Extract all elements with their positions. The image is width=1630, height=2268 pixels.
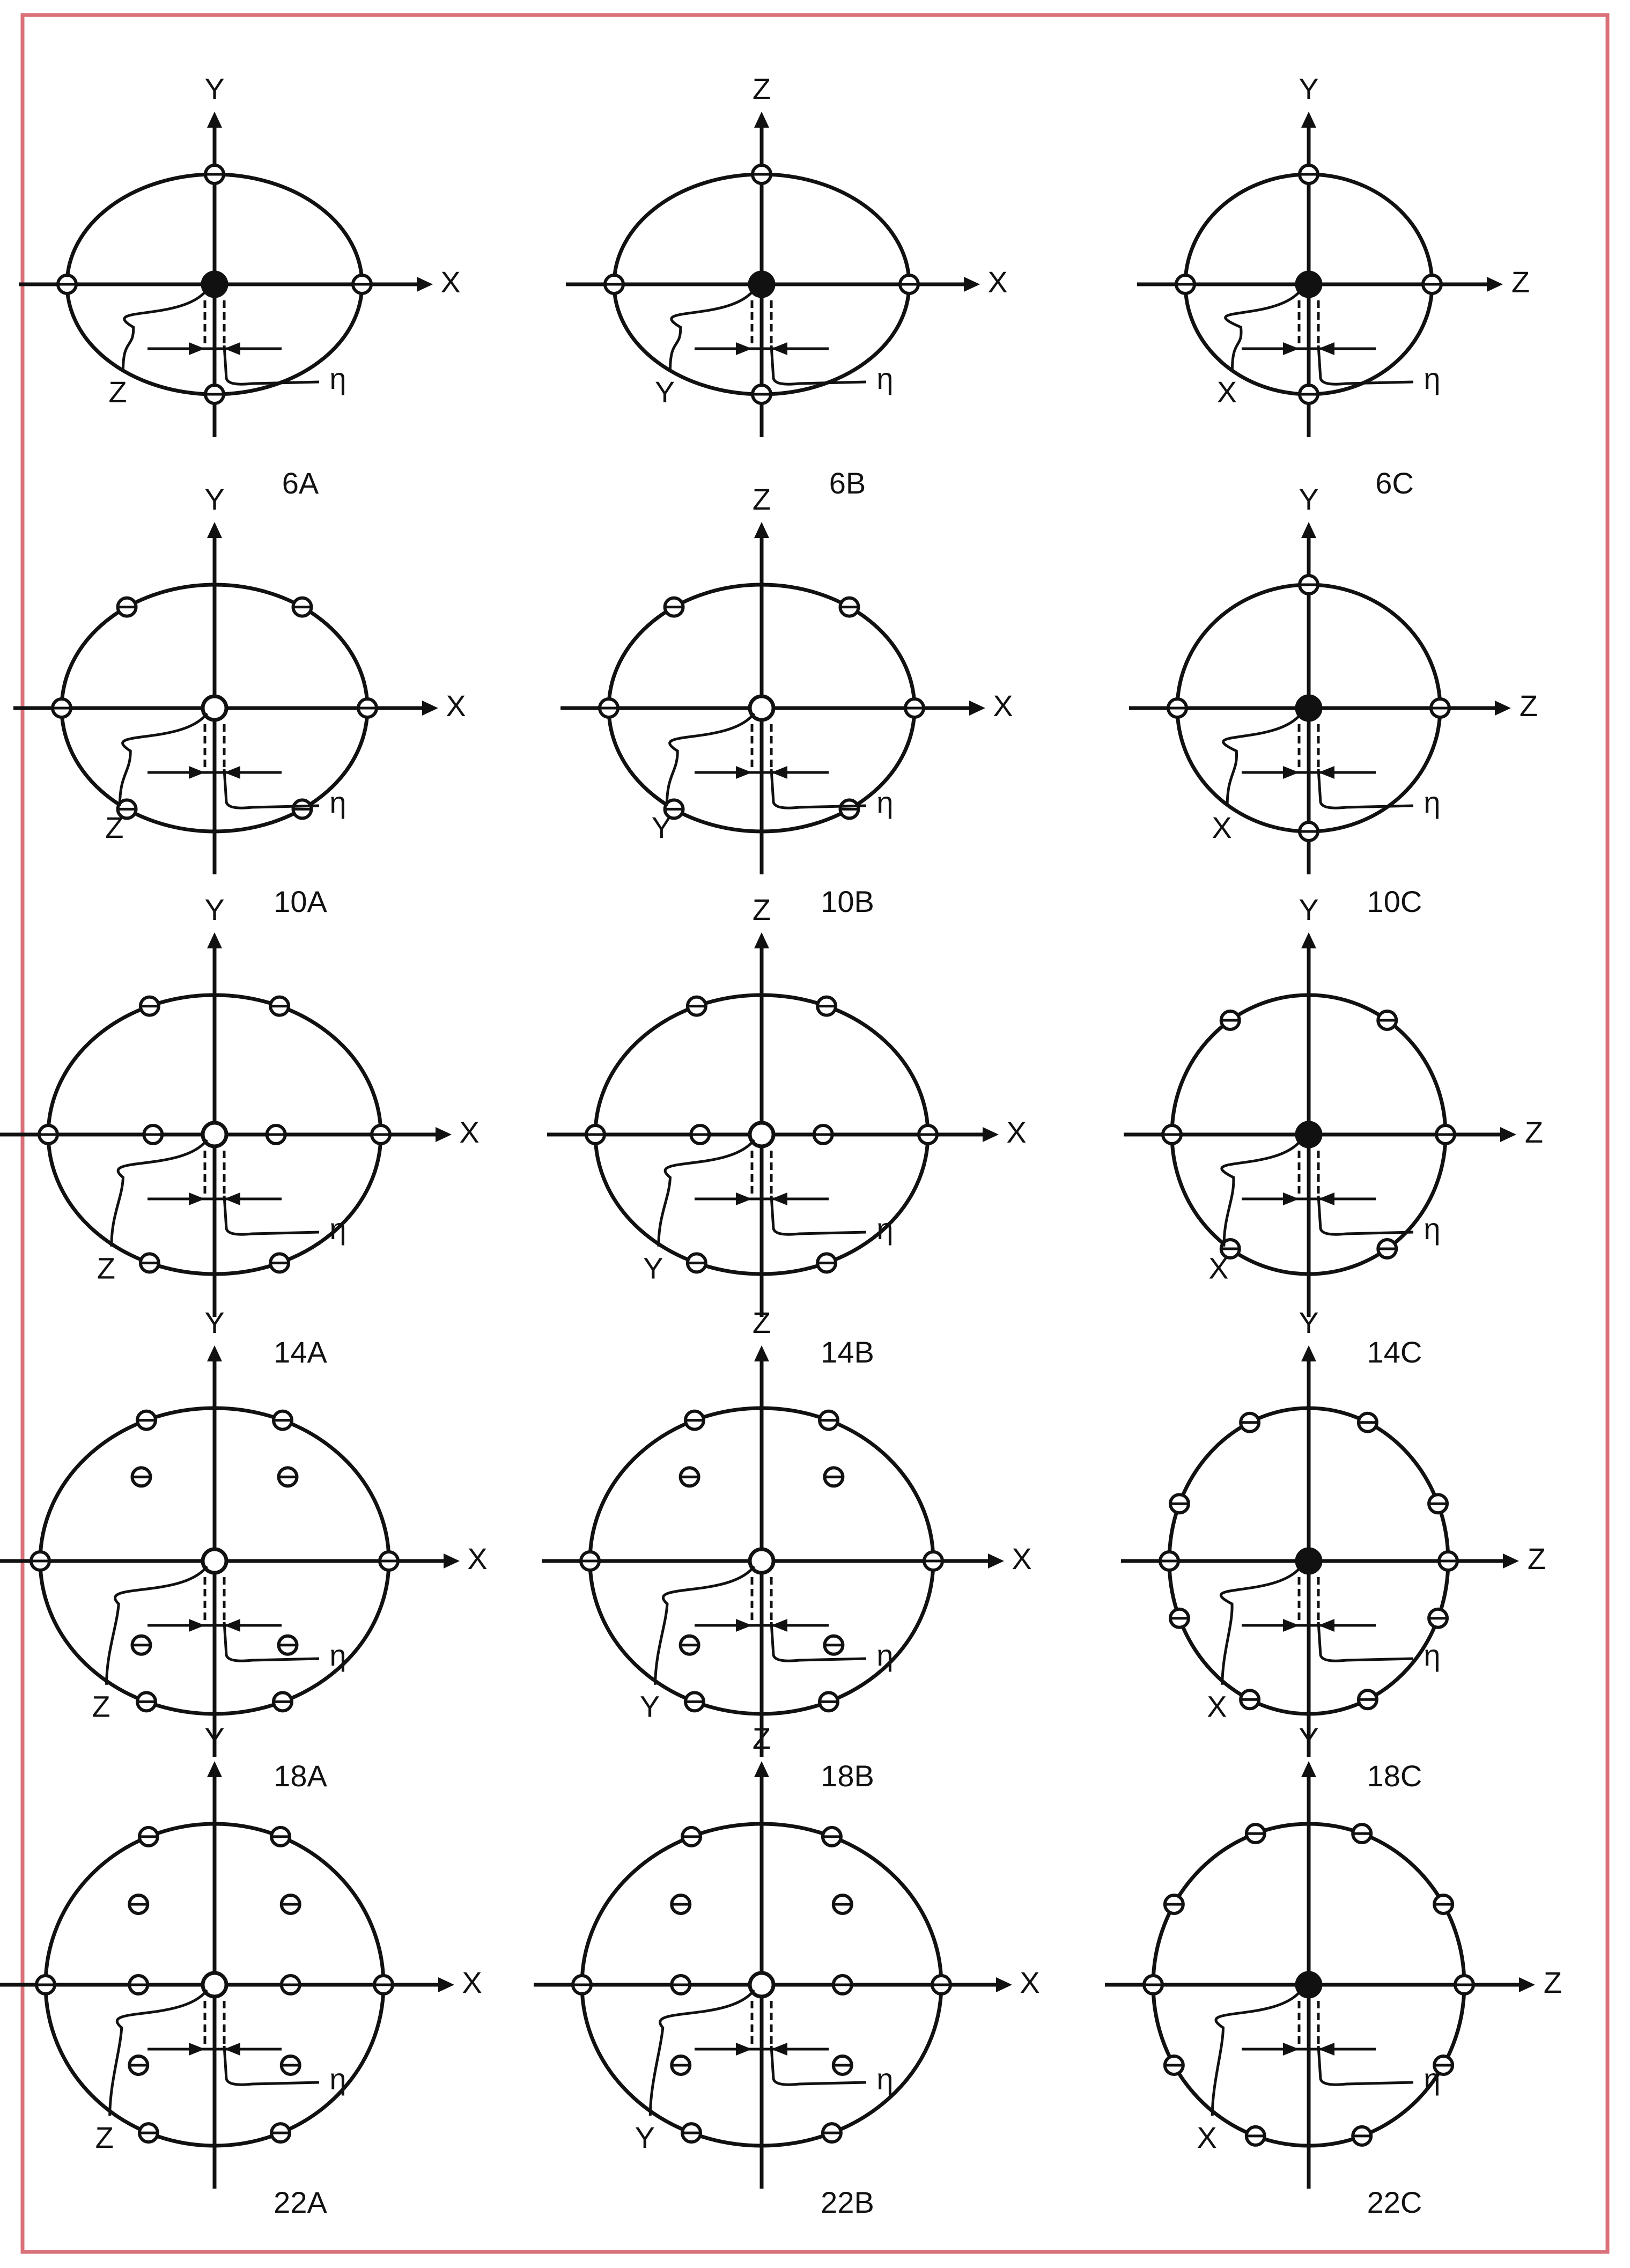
measurement-point [586, 1125, 604, 1144]
eta-label: η [876, 361, 894, 395]
axis-arrowhead [422, 701, 438, 716]
measurement-point [132, 1636, 151, 1654]
measurement-point [932, 1976, 950, 1994]
measurement-point [834, 1895, 852, 1913]
axis-arrowhead [207, 1761, 222, 1777]
depth-axis-leader [659, 1140, 754, 1247]
axis-arrowhead [438, 1977, 454, 1992]
measurement-point [1455, 1976, 1473, 1994]
eta-dimension [695, 724, 866, 808]
panel-caption: 6C [1375, 466, 1414, 500]
measurement-point [814, 1125, 832, 1144]
measurement-point [1241, 1413, 1259, 1432]
measurement-point [688, 1254, 706, 1272]
eta-dimension [147, 1151, 319, 1234]
vertical-axis-label: Y [1299, 1305, 1319, 1339]
measurement-point [817, 1254, 836, 1272]
measurement-point [573, 1976, 591, 1994]
axis-arrowhead [754, 522, 769, 538]
depth-axis-label: Z [97, 1251, 115, 1285]
vertical-axis-label: Z [752, 71, 771, 106]
horizontal-axis-label: X [446, 688, 466, 723]
axis-arrowhead [1301, 1345, 1316, 1361]
eta-label: η [876, 2061, 894, 2096]
depth-axis-label: Y [651, 811, 672, 845]
measurement-point [139, 1828, 158, 1846]
eta-label: η [876, 785, 894, 819]
vertical-axis-label: Z [752, 1721, 771, 1755]
measurement-point [1300, 165, 1318, 183]
depth-axis-label: Z [105, 811, 124, 845]
panel-caption: 14C [1367, 1335, 1422, 1369]
depth-axis-leader [1222, 1140, 1301, 1247]
vertical-axis-label: Z [752, 1305, 771, 1339]
measurement-point [605, 275, 623, 293]
measurement-point [129, 1895, 147, 1913]
measurement-point [681, 1468, 699, 1486]
eta-label: η [329, 361, 346, 395]
horizontal-axis-label: X [459, 1115, 480, 1149]
measurement-point [141, 1254, 159, 1272]
panel-grid [0, 72, 1562, 2219]
measurement-point [271, 1828, 290, 1846]
measurement-point [834, 1976, 852, 1994]
horizontal-axis-label: X [1006, 1115, 1027, 1149]
measurement-point [688, 997, 706, 1015]
vertical-axis-label: Y [204, 482, 225, 516]
panel-22B [534, 1721, 1040, 2219]
eta-label: η [1424, 2061, 1441, 2096]
measurement-point [924, 1552, 942, 1570]
depth-axis-label: X [1208, 1251, 1229, 1285]
measurement-point [1359, 1690, 1377, 1709]
depth-axis-label: Y [639, 1689, 660, 1724]
horizontal-axis-label: Z [1524, 1115, 1544, 1149]
eta-label: η [329, 1211, 346, 1246]
measurement-point [840, 800, 858, 818]
measurement-point [353, 275, 371, 293]
axis-arrowhead [1301, 522, 1316, 538]
horizontal-axis-label: X [440, 264, 461, 299]
horizontal-axis-label: X [1020, 1965, 1040, 1999]
eta-label: η [876, 1211, 894, 1246]
measurement-point [129, 2056, 147, 2074]
vertical-axis-label: Y [1299, 1721, 1319, 1755]
measurement-point [1378, 1240, 1396, 1258]
eta-label: η [329, 1638, 346, 1672]
measurement-point [753, 385, 771, 403]
vertical-axis-label: Y [1299, 892, 1319, 926]
horizontal-axis-label: Z [1511, 264, 1530, 299]
measurement-point [1247, 2127, 1265, 2145]
horizontal-axis-label: Z [1543, 1965, 1562, 1999]
measurement-point [267, 1125, 285, 1144]
axis-arrowhead [754, 112, 769, 128]
measurement-point [137, 1692, 156, 1711]
measurement-point [137, 1411, 156, 1430]
measurement-point [141, 997, 159, 1015]
measurement-point [682, 2124, 700, 2142]
axis-arrowhead [1495, 701, 1511, 716]
depth-axis-leader [670, 290, 755, 370]
measurement-point [39, 1125, 57, 1144]
measurement-point [1429, 1494, 1447, 1513]
panel-10C [1129, 482, 1538, 918]
measurement-point [1247, 1824, 1265, 1843]
measurement-point [1144, 1976, 1162, 1994]
eta-dimension [1242, 300, 1413, 384]
measurement-point [58, 275, 76, 293]
measurement-point [1176, 275, 1194, 293]
eta-dimension [695, 300, 866, 384]
measurement-point [600, 699, 618, 717]
eta-label: η [1424, 1211, 1441, 1246]
panel-6B [566, 72, 1008, 500]
panel-6A [19, 72, 461, 500]
measurement-point [279, 1468, 297, 1486]
measurement-point [271, 2124, 290, 2142]
eta-label: η [1424, 785, 1441, 819]
panel-caption: 18B [821, 1758, 874, 1793]
axis-arrowhead [754, 1761, 769, 1777]
measurement-point [753, 165, 771, 183]
vertical-axis-label: Y [204, 1721, 225, 1755]
measurement-point [274, 1692, 292, 1711]
measurement-point [1436, 1125, 1455, 1144]
measurement-point [270, 1254, 289, 1272]
measurement-point [1168, 699, 1186, 717]
axis-arrowhead [444, 1553, 460, 1569]
vertical-axis-label: Y [1299, 482, 1319, 516]
measurement-point [1300, 576, 1318, 594]
depth-axis-label: Y [635, 2120, 655, 2154]
panel-14A [0, 893, 480, 1369]
panel-18B [542, 1306, 1032, 1793]
vertical-axis-label: Y [204, 892, 225, 926]
measurement-point [840, 598, 858, 616]
measurement-point [1434, 1895, 1452, 1913]
depth-axis-leader [1226, 290, 1301, 370]
measurement-point [834, 2056, 852, 2074]
eta-dimension [147, 300, 319, 384]
horizontal-axis-label: X [1012, 1541, 1032, 1575]
measurement-point [665, 598, 683, 616]
panel-18A [0, 1306, 488, 1793]
panel-22C [1105, 1721, 1562, 2219]
measurement-point [905, 699, 924, 717]
measurement-point [672, 1895, 690, 1913]
depth-axis-label: Z [108, 375, 127, 409]
eta-label: η [1424, 361, 1441, 395]
measurement-point [1431, 699, 1449, 717]
measurement-point [1221, 1011, 1240, 1029]
eta-dimension [1242, 724, 1413, 808]
measurement-point [380, 1552, 398, 1570]
measurement-point [820, 1411, 838, 1430]
depth-axis-label: X [1197, 2120, 1217, 2154]
panel-caption: 14A [274, 1335, 327, 1369]
measurement-point [279, 1636, 297, 1654]
measurement-point [282, 2056, 300, 2074]
panel-10B [560, 482, 1013, 918]
panel-caption: 22C [1367, 2185, 1422, 2219]
eta-dimension [1242, 2001, 1413, 2085]
eta-label: η [329, 785, 346, 819]
measurement-point [118, 598, 136, 616]
measurement-point [1165, 1895, 1183, 1913]
horizontal-axis-label: X [993, 688, 1013, 723]
axis-arrowhead [1487, 277, 1503, 292]
axis-arrowhead [417, 277, 433, 292]
depth-axis-label: X [1212, 811, 1232, 845]
measurement-point [1423, 275, 1441, 293]
horizontal-axis-label: Z [1519, 688, 1538, 723]
measurement-point [205, 385, 224, 403]
measurement-point [691, 1125, 709, 1144]
eta-label: η [1424, 1638, 1441, 1672]
measurement-point [1300, 385, 1318, 403]
measurement-point [1165, 2056, 1183, 2074]
eta-dimension [1242, 1577, 1413, 1661]
horizontal-axis-label: X [467, 1541, 488, 1575]
measurement-point [681, 1636, 699, 1654]
measurement-point [1359, 1413, 1377, 1432]
measurement-point [824, 1636, 843, 1654]
axis-arrowhead [1500, 1127, 1516, 1142]
axis-arrowhead [1301, 1761, 1316, 1777]
panel-14B [547, 893, 1027, 1369]
measurement-point [1170, 1494, 1189, 1513]
vertical-axis-label: Z [752, 482, 771, 516]
axis-arrowhead [969, 701, 985, 716]
measurement-point [919, 1125, 937, 1144]
measurement-point [685, 1692, 704, 1711]
axis-arrowhead [1301, 932, 1316, 948]
measurement-point [672, 1976, 690, 1994]
measurement-point [53, 699, 71, 717]
axis-arrowhead [207, 112, 222, 128]
panel-14C [1124, 893, 1543, 1369]
axis-arrowhead [996, 1977, 1012, 1992]
measurement-point [823, 2124, 841, 2142]
depth-axis-label: Z [92, 1689, 110, 1724]
panel-caption: 10C [1367, 884, 1422, 918]
axis-arrowhead [207, 522, 222, 538]
measurement-point [817, 997, 836, 1015]
axis-arrowhead [754, 932, 769, 948]
depth-axis-leader [667, 713, 754, 806]
measurement-point [823, 1828, 841, 1846]
measurement-point [282, 1895, 300, 1913]
vertical-axis-label: Z [752, 892, 771, 926]
depth-axis-leader [123, 290, 208, 370]
panel-caption: 18A [274, 1758, 327, 1793]
measurement-point [1170, 1609, 1189, 1628]
depth-axis-leader [120, 713, 207, 806]
depth-axis-leader [1223, 713, 1301, 806]
panel-22A [0, 1721, 482, 2219]
panel-caption: 6B [829, 466, 866, 500]
panel-10A [13, 482, 466, 918]
measurement-point [672, 2056, 690, 2074]
measurement-point [293, 598, 311, 616]
panel-caption: 22A [274, 2185, 327, 2219]
axis-arrowhead [436, 1127, 452, 1142]
measurement-point [282, 1976, 300, 1994]
measurement-point [900, 275, 918, 293]
depth-axis-label: X [1216, 375, 1237, 409]
panel-18C [1121, 1306, 1546, 1793]
measurement-point [205, 165, 224, 183]
axis-arrowhead [207, 1345, 222, 1361]
eta-label: η [876, 1638, 894, 1672]
measurement-point [270, 997, 289, 1015]
panel-caption: 14B [821, 1335, 874, 1369]
panel-caption: 6A [282, 466, 319, 500]
axis-arrowhead [1301, 112, 1316, 128]
measurement-point [1353, 2127, 1371, 2145]
measurement-point [358, 699, 377, 717]
eta-dimension [695, 1151, 866, 1234]
axis-arrowhead [207, 932, 222, 948]
measurement-point [36, 1976, 55, 1994]
measurement-point [1378, 1011, 1396, 1029]
depth-axis-label: X [1207, 1689, 1227, 1724]
measurement-point [820, 1692, 838, 1711]
axis-arrowhead [983, 1127, 999, 1142]
vertical-axis-label: Y [1299, 71, 1319, 106]
measurement-point [682, 1828, 700, 1846]
measurement-point [293, 800, 311, 818]
horizontal-axis-label: X [462, 1965, 482, 1999]
measurement-point [129, 1976, 147, 1994]
axis-arrowhead [964, 277, 980, 292]
panel-caption: 22B [821, 2185, 874, 2219]
eta-dimension [1242, 1151, 1413, 1234]
measurement-point [144, 1125, 162, 1144]
measurement-point [139, 2124, 158, 2142]
measurement-point [1429, 1609, 1447, 1628]
eta-dimension [147, 724, 319, 808]
measurement-point [685, 1411, 704, 1430]
horizontal-axis-label: Z [1527, 1541, 1546, 1575]
axis-arrowhead [988, 1553, 1004, 1569]
measurement-point [581, 1552, 599, 1570]
measurement-point [1160, 1552, 1178, 1570]
axis-arrowhead [754, 1345, 769, 1361]
measurement-point [1163, 1125, 1181, 1144]
horizontal-axis-label: X [987, 264, 1008, 299]
measurement-point [824, 1468, 843, 1486]
measurement-point [1439, 1552, 1457, 1570]
axis-arrowhead [1519, 1977, 1535, 1992]
axis-arrowhead [1503, 1553, 1519, 1569]
measurement-point [31, 1552, 49, 1570]
panel-caption: 18C [1367, 1758, 1422, 1793]
panel-caption: 10A [274, 884, 327, 918]
measurement-point [1353, 1824, 1371, 1843]
measurement-point [132, 1468, 151, 1486]
measurement-point [372, 1125, 390, 1144]
depth-axis-label: Y [643, 1251, 663, 1285]
vertical-axis-label: Y [204, 71, 225, 106]
measurement-point [374, 1976, 393, 1994]
measurement-point [274, 1411, 292, 1430]
depth-axis-leader [112, 1140, 207, 1247]
panel-6C [1137, 72, 1530, 500]
vertical-axis-label: Y [204, 1305, 225, 1339]
measurement-point [1241, 1690, 1259, 1709]
depth-axis-label: Y [654, 375, 675, 409]
eta-label: η [329, 2061, 346, 2096]
panel-caption: 10B [821, 884, 874, 918]
depth-axis-label: Z [95, 2120, 114, 2154]
measurement-point [1300, 822, 1318, 841]
